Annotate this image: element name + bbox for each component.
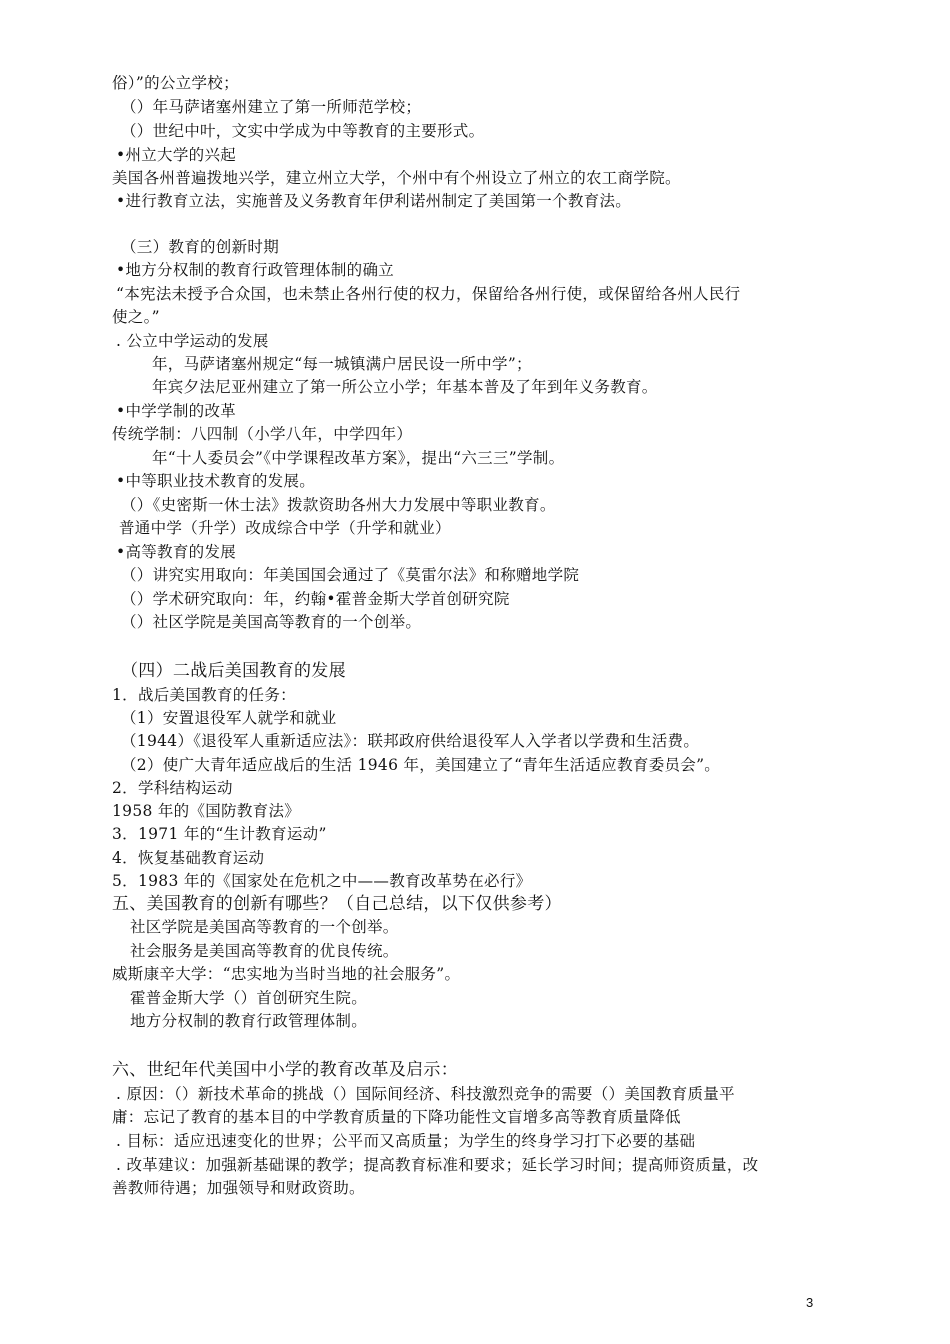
text-line: 年宾夕法尼亚州建立了第一所公立小学；年基本普及了年到年义务教育。: [152, 378, 658, 396]
text-line: . 目标：适应迅速变化的世界；公平而又高质量；为学生的终身学习打下必要的基础: [116, 1132, 696, 1150]
text-line: （2）使广大青年适应战后的生活 1946 年，美国建立了“青年生活适应教育委员会”。: [121, 756, 721, 774]
text-line: 1958 年的《国防教育法》: [112, 802, 301, 820]
text-line: （）学术研究取向：年，约翰•霍普金斯大学首创研究院: [121, 590, 510, 608]
text-line: . 改革建议：加强新基础课的教学；提高教育标准和要求；延长学习时间；提高师资质量，改: [116, 1156, 759, 1174]
text-line: （）社区学院是美国高等教育的一个创举。: [121, 613, 422, 631]
text-line: 威斯康辛大学：“忠实地为当时当地的社会服务”。: [112, 965, 461, 983]
text-line: （）世纪中叶，文实中学成为中等教育的主要形式。: [121, 122, 485, 140]
text-line: （三）教育的创新时期: [121, 238, 280, 256]
text-line: 年，马萨诸塞州规定“每一城镇满户居民设一所中学”；: [152, 355, 532, 373]
text-line: . 公立中学运动的发展: [116, 332, 269, 350]
text-line: . 原因：（）新技术革命的挑战（）国际间经济、科技激烈竞争的需要（）美国教育质量平: [116, 1085, 735, 1103]
text-line: 年“十人委员会”《中学课程改革方案》，提出“六三三”学制。: [152, 449, 565, 467]
text-line: 普通中学（升学）改成综合中学（升学和就业）: [119, 519, 451, 537]
text-line: （）年马萨诸塞州建立了第一所师范学校；: [121, 98, 422, 116]
text-line: （四）二战后美国教育的发展: [121, 661, 346, 681]
text-line: 2．学科结构运动: [112, 779, 233, 797]
text-line: （）《史密斯一休士法》拨款资助各州大力发展中等职业教育。: [121, 496, 556, 514]
text-line: •高等教育的发展: [116, 543, 237, 561]
text-line: （1944）《退役军人重新适应法》：联邦政府供给退役军人入学者以学费和生活费。: [121, 732, 700, 750]
text-line: 五、美国教育的创新有哪些？（自己总结，以下仅供参考）: [112, 894, 562, 914]
text-line: •州立大学的兴起: [116, 146, 237, 164]
text-line: 使之。”: [112, 308, 160, 326]
page-number: 3: [806, 1295, 814, 1310]
text-line: 六、世纪年代美国中小学的教育改革及启示：: [112, 1060, 458, 1080]
text-line: •地方分权制的教育行政管理体制的确立: [116, 261, 395, 279]
text-line: 庸：忘记了教育的基本目的中学教育质量的下降功能性文盲增多高等教育质量降低: [112, 1108, 681, 1126]
text-line: 4．恢复基础教育运动: [112, 849, 265, 867]
text-line: 俗）”的公立学校；: [112, 74, 239, 92]
text-line: 5．1983 年的《国家处在危机之中——教育改革势在必行》: [112, 872, 532, 890]
text-line: 3．1971 年的“生计教育运动”: [112, 825, 327, 843]
text-line: 社区学院是美国高等教育的一个创举。: [130, 918, 399, 936]
text-line: •中等职业技术教育的发展。: [116, 472, 316, 490]
text-line: 社会服务是美国高等教育的优良传统。: [130, 942, 399, 960]
text-line: （1）安置退役军人就学和就业: [121, 709, 337, 727]
text-line: 善教师待遇；加强领导和财政资助。: [112, 1179, 365, 1197]
text-line: 1．战后美国教育的任务：: [112, 686, 296, 704]
text-line: •中学学制的改革: [116, 402, 237, 420]
text-line: •进行教育立法，实施普及义务教育年伊利诺州制定了美国第一个教育法。: [116, 192, 632, 210]
text-line: 美国各州普遍拨地兴学，建立州立大学，个州中有个州设立了州立的农工商学院。: [112, 169, 681, 187]
text-line: 霍普金斯大学（）首创研究生院。: [130, 989, 368, 1007]
text-line: “本宪法未授予合众国，也未禁止各州行使的权力，保留给各州行使，或保留给各州人民行: [116, 285, 741, 303]
text-line: 传统学制：八四制（小学八年，中学四年）: [112, 425, 413, 443]
text-line: （）讲究实用取向：年美国国会通过了《莫雷尔法》和称赠地学院: [121, 566, 580, 584]
text-line: 地方分权制的教育行政管理体制。: [130, 1012, 368, 1030]
